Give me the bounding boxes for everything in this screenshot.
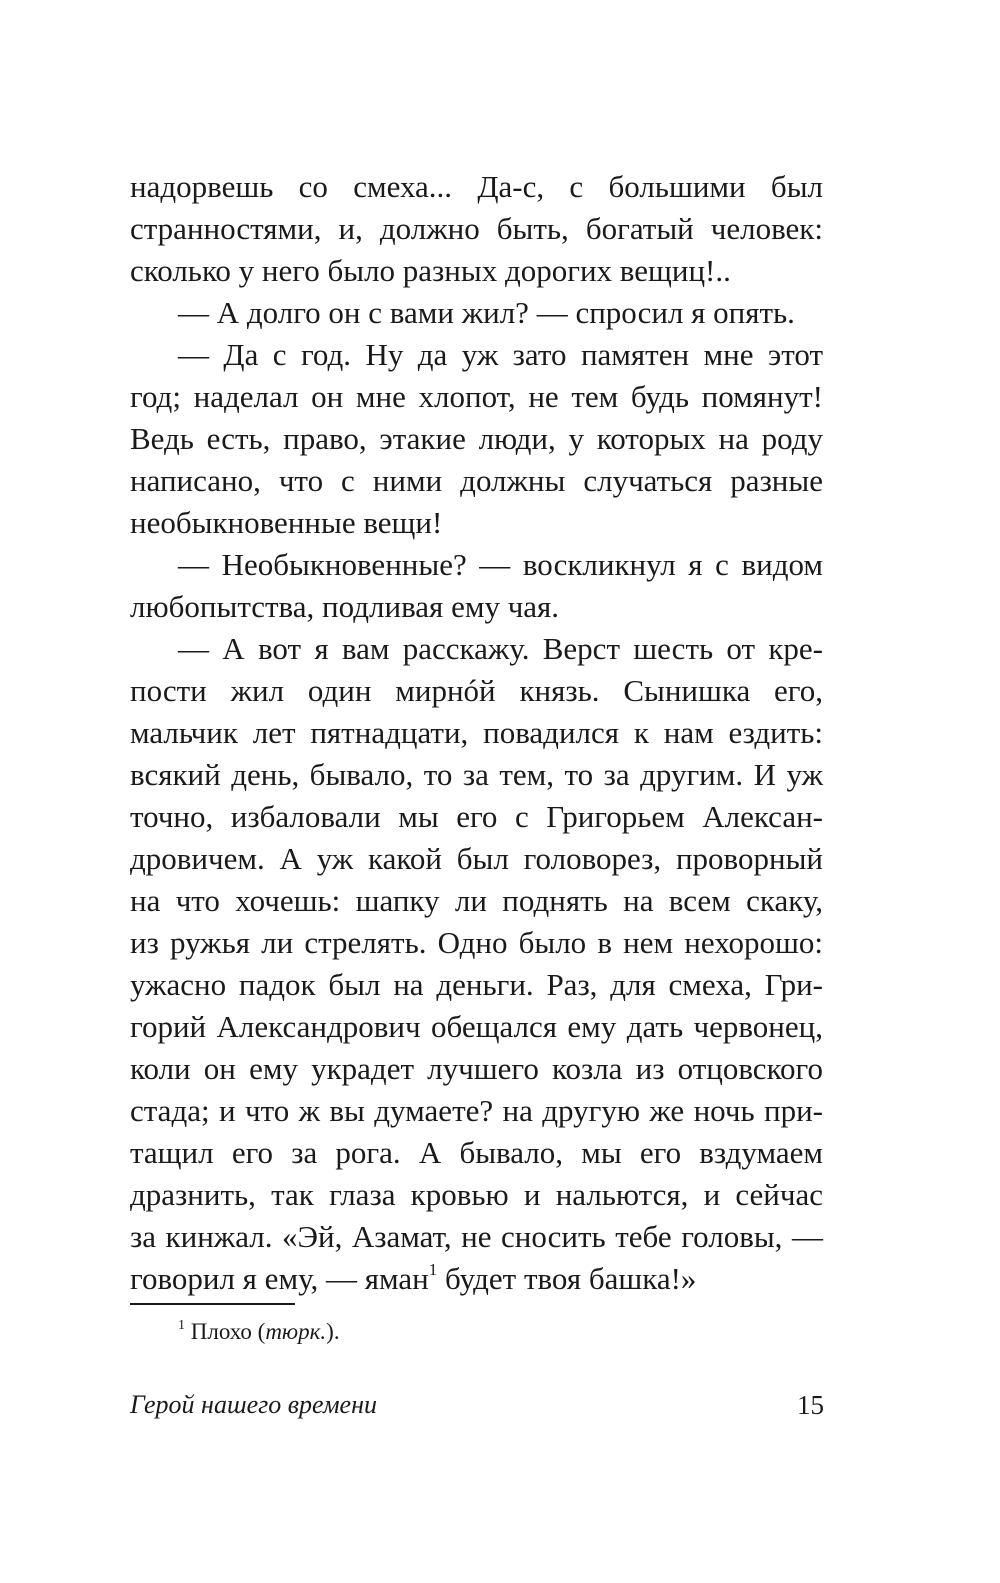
footnote (178, 1317, 340, 1347)
footnote-reference: 1 (428, 1260, 438, 1279)
text-line: всякий день, бывало, то за тем, то за другим. И уж (130, 757, 823, 792)
text-line: горий Александрович обещался ему дать червонец, (130, 1009, 823, 1044)
text-line: стада; и что ж вы думаете? на другую же ночь при- (130, 1093, 823, 1128)
text-line: написано, что с ними должны случаться разные (130, 463, 823, 498)
text-line: Ведь есть, право, этакие люди, у которых на роду (130, 421, 823, 456)
text-line: дровичем. А уж какой был головорез, проворный (130, 841, 823, 876)
footnote-emphasis: тюрк. (265, 1319, 327, 1344)
text-line: пости жил один мирнóй князь. Сынишка его, (130, 673, 823, 708)
text-line: дразнить, так глаза кровью и нальются, и сейчас (130, 1177, 823, 1212)
running-title: Герой нашего времени (130, 1390, 377, 1419)
text-line-start: говорил я ему, — яман (130, 1261, 429, 1296)
text-line: любопытства, подливая ему чая. (130, 589, 560, 624)
dialogue-line: — Да с год. Ну да уж зато памятен мне этот (178, 337, 823, 372)
text-line: точно, избаловали мы его с Григорьем Алексан- (130, 799, 823, 834)
dialogue-line: — А долго он с вами жил? — спросил я опять. (178, 295, 795, 330)
text-line: тащил его за рога. А бывало, мы его вздумаем (130, 1135, 823, 1170)
dialogue-line: — Необыкновенные? — воскликнул я с видом (178, 547, 823, 582)
text-line: мальчик лет пятнадцати, повадился к нам ездить: (130, 715, 823, 750)
footnote-divider (130, 1303, 295, 1305)
text-line-end: будет твоя башка!» (437, 1261, 697, 1296)
text-line: необыкновенные вещи! (130, 505, 443, 540)
footnote-marker: 1 (178, 1318, 185, 1333)
text-line (130, 1258, 823, 1300)
text-line: странностями, и, должно быть, богатый человек: (130, 211, 823, 246)
text-line: на что хочешь: шапку ли поднять на всем скаку, (130, 883, 823, 918)
text-line: год; наделал он мне хлопот, не тем будь помянут! (130, 379, 823, 414)
text-line: надорвешь со смеха... Да-с, с большими был (130, 169, 823, 204)
text-line: ужасно падок был на деньги. Раз, для смеха, Гри- (130, 967, 823, 1002)
footnote-tail: ). (326, 1319, 340, 1344)
text-line: коли он ему украдет лучшего козла из отцовского (130, 1051, 823, 1086)
dialogue-line: — А вот я вам расскажу. Верст шесть от кре- (178, 631, 823, 666)
page-number: 15 (797, 1390, 824, 1420)
text-line: сколько у него было разных дорогих вещиц!.. (130, 253, 731, 288)
text-line: из ружья ли стрелять. Одно было в нем нехорошо: (130, 925, 823, 960)
footnote-text: Плохо ( (190, 1319, 266, 1344)
text-line: за кинжал. «Эй, Азамат, не сносить тебе головы, — (130, 1219, 823, 1254)
